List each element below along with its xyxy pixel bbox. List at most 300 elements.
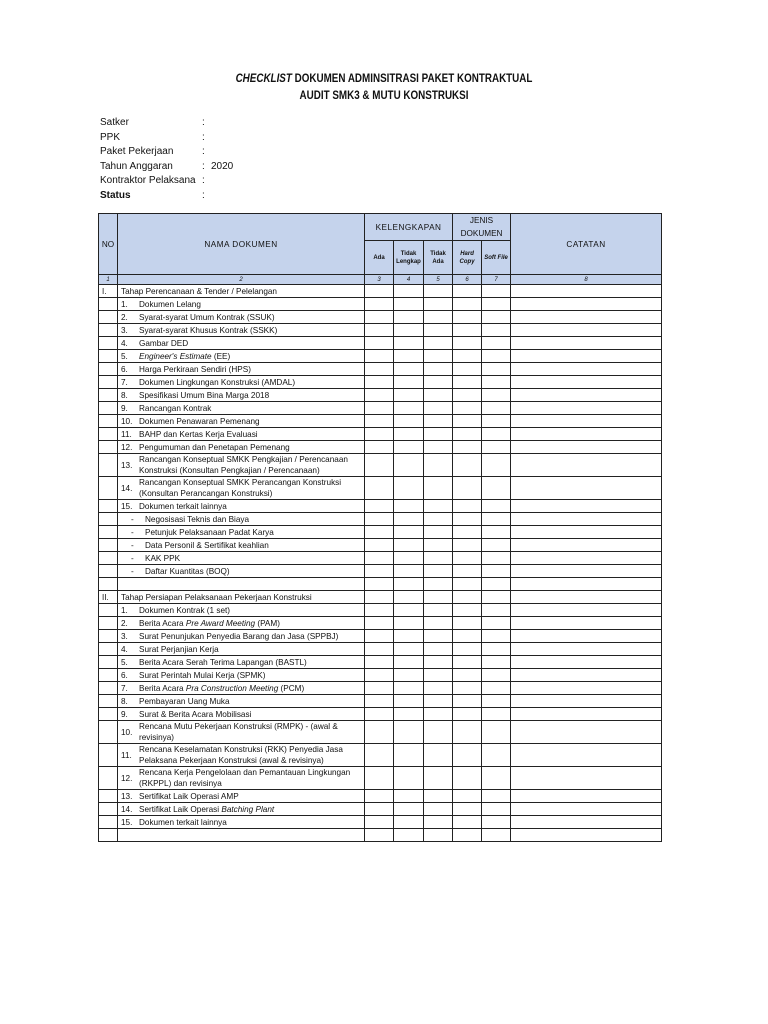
cell-catatan[interactable] [511, 695, 662, 708]
cell-soft-file[interactable] [482, 428, 511, 441]
cell-soft-file[interactable] [482, 337, 511, 350]
cell-soft-file[interactable] [482, 630, 511, 643]
cell-catatan[interactable] [511, 526, 662, 539]
item-text-italic: Batching Plant [221, 804, 275, 814]
cell-catatan[interactable] [511, 285, 662, 298]
cell-catatan[interactable] [511, 363, 662, 376]
cell-catatan[interactable] [511, 513, 662, 526]
cell-soft-file[interactable] [482, 803, 511, 816]
cell-soft-file[interactable] [482, 324, 511, 337]
cell-tidak-ada[interactable] [424, 767, 453, 790]
cell-catatan[interactable] [511, 402, 662, 415]
cell-soft-file[interactable] [482, 721, 511, 744]
cell-ada[interactable] [365, 337, 394, 350]
cell-tidak-ada[interactable] [424, 643, 453, 656]
cell-soft-file[interactable] [482, 526, 511, 539]
cell-hard-copy[interactable] [453, 829, 482, 842]
cell-hard-copy[interactable] [453, 337, 482, 350]
cell-catatan[interactable] [511, 656, 662, 669]
cell-tidak-ada[interactable] [424, 350, 453, 363]
cell-hard-copy[interactable] [453, 669, 482, 682]
cell-ada[interactable] [365, 695, 394, 708]
cell-soft-file[interactable] [482, 816, 511, 829]
cell-soft-file[interactable] [482, 565, 511, 578]
cell-hard-copy[interactable] [453, 298, 482, 311]
item-number: 9. [121, 403, 128, 413]
cell-hard-copy[interactable] [453, 363, 482, 376]
cell-soft-file[interactable] [482, 708, 511, 721]
table-row [99, 376, 662, 389]
cell-catatan[interactable] [511, 298, 662, 311]
cell-hard-copy[interactable] [453, 578, 482, 591]
cell-catatan[interactable] [511, 500, 662, 513]
cell-no [99, 744, 118, 767]
cell-tidak-ada[interactable] [424, 389, 453, 402]
cell-ada[interactable] [365, 539, 394, 552]
cell-soft-file[interactable] [482, 695, 511, 708]
column-number-row [99, 275, 662, 285]
cell-tidak-lengkap[interactable] [394, 415, 424, 428]
cell-catatan[interactable] [511, 803, 662, 816]
cell-ada[interactable] [365, 721, 394, 744]
table-row [99, 389, 662, 402]
cell-soft-file[interactable] [482, 298, 511, 311]
cell-soft-file[interactable] [482, 578, 511, 591]
cell-tidak-lengkap[interactable] [394, 695, 424, 708]
cell-tidak-lengkap[interactable] [394, 402, 424, 415]
cell-hard-copy[interactable] [453, 500, 482, 513]
cell-hard-copy[interactable] [453, 454, 482, 477]
cell-ada[interactable] [365, 643, 394, 656]
sub-item-text: Petunjuk Pelaksanaan Padat Karya [145, 527, 274, 537]
cell-tidak-ada[interactable] [424, 695, 453, 708]
cell-soft-file[interactable] [482, 376, 511, 389]
item-number: 1. [121, 299, 128, 309]
cell-tidak-lengkap[interactable] [394, 324, 424, 337]
cell-catatan[interactable] [511, 477, 662, 500]
cell-hard-copy[interactable] [453, 767, 482, 790]
cell-tidak-lengkap[interactable] [394, 337, 424, 350]
cell-tidak-lengkap[interactable] [394, 656, 424, 669]
cell-nama-dokumen [118, 656, 365, 669]
cell-hard-copy[interactable] [453, 402, 482, 415]
item-number: 8. [121, 696, 128, 706]
cell-tidak-lengkap[interactable] [394, 744, 424, 767]
cell-catatan[interactable] [511, 441, 662, 454]
header-tidak-ada: Tidak Ada [424, 241, 453, 275]
cell-hard-copy[interactable] [453, 790, 482, 803]
cell-tidak-lengkap[interactable] [394, 513, 424, 526]
cell-hard-copy[interactable] [453, 324, 482, 337]
item-number: 10. [121, 416, 133, 426]
cell-nama-dokumen [118, 441, 365, 454]
cell-soft-file[interactable] [482, 389, 511, 402]
cell-tidak-lengkap[interactable] [394, 298, 424, 311]
cell-tidak-ada[interactable] [424, 477, 453, 500]
cell-tidak-ada[interactable] [424, 324, 453, 337]
cell-catatan[interactable] [511, 324, 662, 337]
item-text: Sertifikat Laik Operasi AMP [139, 791, 239, 801]
cell-ada[interactable] [365, 477, 394, 500]
cell-ada[interactable] [365, 428, 394, 441]
table-row [99, 816, 662, 829]
cell-tidak-ada[interactable] [424, 539, 453, 552]
cell-hard-copy[interactable] [453, 311, 482, 324]
cell-soft-file[interactable] [482, 669, 511, 682]
cell-tidak-ada[interactable] [424, 552, 453, 565]
cell-tidak-lengkap[interactable] [394, 285, 424, 298]
cell-hard-copy[interactable] [453, 591, 482, 604]
cell-catatan[interactable] [511, 767, 662, 790]
cell-tidak-ada[interactable] [424, 669, 453, 682]
table-row-sub [99, 552, 662, 565]
cell-tidak-lengkap[interactable] [394, 643, 424, 656]
cell-tidak-lengkap[interactable] [394, 539, 424, 552]
cell-catatan[interactable] [511, 337, 662, 350]
cell-catatan[interactable] [511, 591, 662, 604]
item-text: Surat Penunjukan Penyedia Barang dan Jasa (SPPBJ) [139, 631, 339, 641]
header-catatan: CATATAN [511, 214, 662, 275]
cell-catatan[interactable] [511, 744, 662, 767]
cell-no [99, 454, 118, 477]
cell-soft-file[interactable] [482, 682, 511, 695]
cell-hard-copy[interactable] [453, 803, 482, 816]
cell-catatan[interactable] [511, 454, 662, 477]
cell-tidak-ada[interactable] [424, 415, 453, 428]
cell-tidak-lengkap[interactable] [394, 565, 424, 578]
cell-ada[interactable] [365, 708, 394, 721]
cell-catatan[interactable] [511, 565, 662, 578]
item-number: 12. [121, 773, 133, 783]
cell-soft-file[interactable] [482, 643, 511, 656]
cell-tidak-ada[interactable] [424, 402, 453, 415]
cell-tidak-lengkap[interactable] [394, 311, 424, 324]
cell-catatan[interactable] [511, 630, 662, 643]
item-text: Rancangan Kontrak [139, 403, 212, 413]
header-kelengkapan: KELENGKAPAN [365, 214, 453, 241]
cell-soft-file[interactable] [482, 591, 511, 604]
table-row [99, 604, 662, 617]
title-rest: DOKUMEN ADMINSITRASI PAKET KONTRAKTUAL [294, 71, 533, 85]
cell-catatan[interactable] [511, 578, 662, 591]
cell-ada[interactable] [365, 552, 394, 565]
cell-tidak-lengkap[interactable] [394, 552, 424, 565]
cell-ada[interactable] [365, 682, 394, 695]
header-no: NO [99, 214, 118, 275]
cell-tidak-lengkap[interactable] [394, 428, 424, 441]
cell-catatan[interactable] [511, 311, 662, 324]
cell-ada[interactable] [365, 454, 394, 477]
item-number: 2. [121, 312, 128, 322]
cell-tidak-lengkap[interactable] [394, 526, 424, 539]
cell-no [99, 337, 118, 350]
item-text: Pengumuman dan Penetapan Pemenang [139, 442, 290, 452]
cell-hard-copy[interactable] [453, 643, 482, 656]
cell-hard-copy[interactable] [453, 415, 482, 428]
cell-soft-file[interactable] [482, 441, 511, 454]
cell-ada[interactable] [365, 350, 394, 363]
cell-no [99, 816, 118, 829]
cell-tidak-lengkap[interactable] [394, 604, 424, 617]
table-row-sub [99, 513, 662, 526]
column-number: 4 [394, 275, 424, 285]
cell-tidak-ada[interactable] [424, 630, 453, 643]
item-number: 8. [121, 390, 128, 400]
cell-tidak-lengkap[interactable] [394, 350, 424, 363]
item-text: Surat Perjanjian Kerja [139, 644, 219, 654]
cell-catatan[interactable] [511, 552, 662, 565]
cell-hard-copy[interactable] [453, 513, 482, 526]
cell-ada[interactable] [365, 298, 394, 311]
cell-tidak-ada[interactable] [424, 656, 453, 669]
cell-ada[interactable] [365, 816, 394, 829]
cell-tidak-lengkap[interactable] [394, 454, 424, 477]
cell-tidak-ada[interactable] [424, 513, 453, 526]
cell-soft-file[interactable] [482, 656, 511, 669]
cell-soft-file[interactable] [482, 539, 511, 552]
cell-hard-copy[interactable] [453, 816, 482, 829]
section-title: Tahap Perencanaan & Tender / Pelelangan [118, 285, 365, 298]
cell-catatan[interactable] [511, 389, 662, 402]
cell-ada[interactable] [365, 803, 394, 816]
cell-tidak-lengkap[interactable] [394, 477, 424, 500]
header-hard-copy: Hard Copy [453, 241, 482, 275]
cell-catatan[interactable] [511, 428, 662, 441]
cell-ada[interactable] [365, 500, 394, 513]
cell-tidak-lengkap[interactable] [394, 721, 424, 744]
cell-nama-dokumen [118, 578, 365, 591]
cell-hard-copy[interactable] [453, 630, 482, 643]
cell-catatan[interactable] [511, 708, 662, 721]
cell-soft-file[interactable] [482, 311, 511, 324]
cell-catatan[interactable] [511, 669, 662, 682]
cell-soft-file[interactable] [482, 744, 511, 767]
cell-soft-file[interactable] [482, 604, 511, 617]
cell-soft-file[interactable] [482, 402, 511, 415]
cell-hard-copy[interactable] [453, 428, 482, 441]
cell-tidak-lengkap[interactable] [394, 363, 424, 376]
header-jenis-dokumen: JENIS DOKUMEN [453, 214, 511, 241]
item-text-before: Berita Acara [139, 618, 186, 628]
item-text-line-1: Rancangan Konseptual SMKK Perancangan Konstruksi [139, 478, 342, 487]
cell-tidak-ada[interactable] [424, 337, 453, 350]
cell-ada[interactable] [365, 415, 394, 428]
cell-tidak-ada[interactable] [424, 285, 453, 298]
item-text: Dokumen terkait lainnya [139, 817, 227, 827]
cell-ada[interactable] [365, 402, 394, 415]
cell-nama-dokumen [118, 604, 365, 617]
column-number: 5 [424, 275, 453, 285]
cell-tidak-ada[interactable] [424, 526, 453, 539]
cell-soft-file[interactable] [482, 617, 511, 630]
cell-ada[interactable] [365, 767, 394, 790]
cell-tidak-lengkap[interactable] [394, 578, 424, 591]
cell-no [99, 565, 118, 578]
cell-tidak-ada[interactable] [424, 816, 453, 829]
cell-tidak-ada[interactable] [424, 744, 453, 767]
cell-tidak-ada[interactable] [424, 376, 453, 389]
cell-tidak-lengkap[interactable] [394, 767, 424, 790]
cell-soft-file[interactable] [482, 552, 511, 565]
cell-tidak-lengkap[interactable] [394, 708, 424, 721]
cell-soft-file[interactable] [482, 767, 511, 790]
cell-hard-copy[interactable] [453, 285, 482, 298]
cell-nama-dokumen [118, 708, 365, 721]
item-text: Surat & Berita Acara Mobilisasi [139, 709, 252, 719]
sub-item-text: KAK PPK [145, 553, 181, 563]
cell-hard-copy[interactable] [453, 539, 482, 552]
cell-soft-file[interactable] [482, 477, 511, 500]
info-value: 2020 [211, 160, 234, 172]
cell-ada[interactable] [365, 513, 394, 526]
cell-ada[interactable] [365, 441, 394, 454]
cell-hard-copy[interactable] [453, 682, 482, 695]
cell-nama-dokumen [118, 565, 365, 578]
cell-hard-copy[interactable] [453, 350, 482, 363]
cell-nama-dokumen [118, 402, 365, 415]
cell-catatan[interactable] [511, 721, 662, 744]
cell-no [99, 298, 118, 311]
cell-ada[interactable] [365, 376, 394, 389]
cell-tidak-ada[interactable] [424, 298, 453, 311]
item-text-line-1: Rencana Kerja Pengelolaan dan Pemantauan Lingkungan [139, 768, 351, 777]
cell-catatan[interactable] [511, 415, 662, 428]
cell-soft-file[interactable] [482, 829, 511, 842]
cell-hard-copy[interactable] [453, 526, 482, 539]
cell-ada[interactable] [365, 285, 394, 298]
cell-soft-file[interactable] [482, 513, 511, 526]
cell-soft-file[interactable] [482, 415, 511, 428]
cell-hard-copy[interactable] [453, 376, 482, 389]
cell-hard-copy[interactable] [453, 604, 482, 617]
cell-hard-copy[interactable] [453, 389, 482, 402]
cell-catatan[interactable] [511, 816, 662, 829]
cell-tidak-ada[interactable] [424, 578, 453, 591]
cell-catatan[interactable] [511, 539, 662, 552]
cell-catatan[interactable] [511, 350, 662, 363]
cell-ada[interactable] [365, 311, 394, 324]
cell-ada[interactable] [365, 324, 394, 337]
cell-nama-dokumen [118, 816, 365, 829]
cell-tidak-lengkap[interactable] [394, 500, 424, 513]
cell-ada[interactable] [365, 630, 394, 643]
cell-ada[interactable] [365, 656, 394, 669]
cell-ada[interactable] [365, 363, 394, 376]
cell-nama-dokumen [118, 803, 365, 816]
cell-hard-copy[interactable] [453, 552, 482, 565]
cell-tidak-lengkap[interactable] [394, 389, 424, 402]
cell-tidak-lengkap[interactable] [394, 829, 424, 842]
table-row [99, 415, 662, 428]
cell-tidak-ada[interactable] [424, 682, 453, 695]
item-number: 12. [121, 442, 133, 452]
item-number: 1. [121, 605, 128, 615]
cell-ada[interactable] [365, 591, 394, 604]
cell-tidak-ada[interactable] [424, 500, 453, 513]
cell-hard-copy[interactable] [453, 721, 482, 744]
cell-catatan[interactable] [511, 617, 662, 630]
cell-tidak-ada[interactable] [424, 790, 453, 803]
cell-tidak-ada[interactable] [424, 829, 453, 842]
cell-hard-copy[interactable] [453, 441, 482, 454]
cell-hard-copy[interactable] [453, 744, 482, 767]
cell-hard-copy[interactable] [453, 565, 482, 578]
cell-no [99, 721, 118, 744]
item-number: 14. [121, 483, 133, 493]
cell-tidak-ada[interactable] [424, 428, 453, 441]
cell-soft-file[interactable] [482, 500, 511, 513]
cell-nama-dokumen [118, 428, 365, 441]
cell-tidak-lengkap[interactable] [394, 376, 424, 389]
item-text: Syarat-syarat Umum Kontrak (SSUK) [139, 312, 275, 322]
cell-ada[interactable] [365, 604, 394, 617]
cell-tidak-lengkap[interactable] [394, 790, 424, 803]
cell-hard-copy[interactable] [453, 617, 482, 630]
cell-tidak-ada[interactable] [424, 721, 453, 744]
cell-hard-copy[interactable] [453, 656, 482, 669]
cell-hard-copy[interactable] [453, 695, 482, 708]
cell-tidak-ada[interactable] [424, 565, 453, 578]
cell-ada[interactable] [365, 526, 394, 539]
table-row [99, 682, 662, 695]
cell-hard-copy[interactable] [453, 708, 482, 721]
cell-tidak-ada[interactable] [424, 803, 453, 816]
cell-catatan[interactable] [511, 604, 662, 617]
cell-catatan[interactable] [511, 829, 662, 842]
cell-tidak-ada[interactable] [424, 454, 453, 477]
cell-tidak-lengkap[interactable] [394, 630, 424, 643]
cell-hard-copy[interactable] [453, 477, 482, 500]
cell-catatan[interactable] [511, 376, 662, 389]
cell-tidak-ada[interactable] [424, 604, 453, 617]
cell-tidak-lengkap[interactable] [394, 669, 424, 682]
cell-tidak-lengkap[interactable] [394, 591, 424, 604]
cell-ada[interactable] [365, 565, 394, 578]
cell-tidak-ada[interactable] [424, 363, 453, 376]
cell-ada[interactable] [365, 829, 394, 842]
cell-tidak-ada[interactable] [424, 591, 453, 604]
cell-soft-file[interactable] [482, 454, 511, 477]
cell-soft-file[interactable] [482, 790, 511, 803]
cell-ada[interactable] [365, 578, 394, 591]
cell-catatan[interactable] [511, 790, 662, 803]
cell-tidak-ada[interactable] [424, 441, 453, 454]
cell-ada[interactable] [365, 617, 394, 630]
cell-soft-file[interactable] [482, 285, 511, 298]
cell-ada[interactable] [365, 790, 394, 803]
cell-no [99, 539, 118, 552]
cell-tidak-lengkap[interactable] [394, 441, 424, 454]
cell-tidak-ada[interactable] [424, 708, 453, 721]
cell-tidak-lengkap[interactable] [394, 816, 424, 829]
cell-soft-file[interactable] [482, 350, 511, 363]
cell-tidak-ada[interactable] [424, 311, 453, 324]
info-label: Kontraktor Pelaksana [100, 175, 196, 186]
item-text-line-2: Konstruksi (Konsultan Pengkajian / Perencanaan) [139, 466, 320, 475]
cell-ada[interactable] [365, 669, 394, 682]
info-label: Satker [100, 117, 129, 128]
cell-tidak-ada[interactable] [424, 617, 453, 630]
sub-dash: - [131, 514, 134, 524]
cell-tidak-lengkap[interactable] [394, 803, 424, 816]
cell-ada[interactable] [365, 389, 394, 402]
cell-tidak-lengkap[interactable] [394, 682, 424, 695]
cell-catatan[interactable] [511, 643, 662, 656]
cell-catatan[interactable] [511, 682, 662, 695]
cell-tidak-lengkap[interactable] [394, 617, 424, 630]
cell-soft-file[interactable] [482, 363, 511, 376]
cell-ada[interactable] [365, 744, 394, 767]
